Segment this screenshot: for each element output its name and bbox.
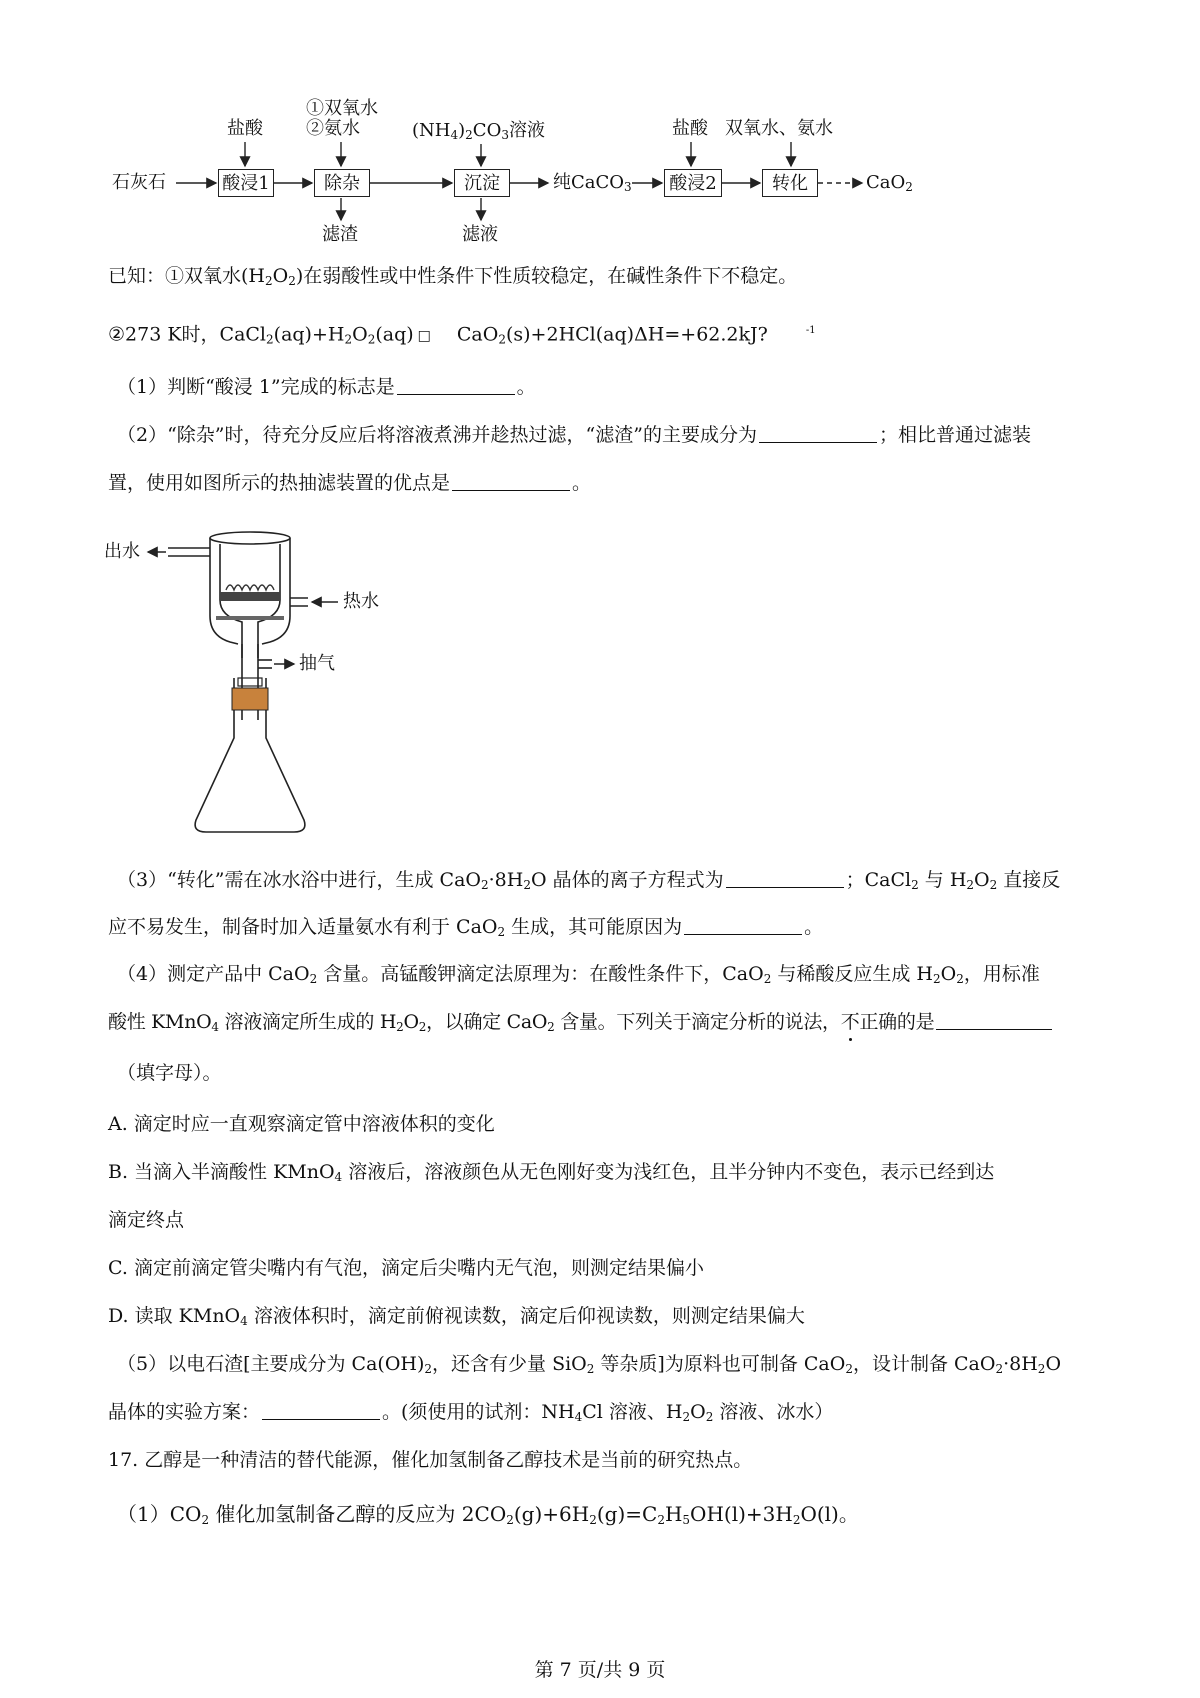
flow-input-h2o2: ①双氧水 (306, 98, 378, 119)
label-out-water: 出水 (104, 541, 140, 562)
flow-product: CaO$_2$ (866, 172, 913, 194)
flow-box-acid-leach-1: 酸浸1 (218, 169, 274, 197)
flow-output-residue: 滤渣 (322, 224, 358, 245)
flow-input-ammonium-carbonate: $(NH_4)_2CO_3$溶液 (412, 120, 545, 142)
option-b-line-1: B. 当滴入半滴酸性 KMnO$_4$ 溶液后，溶液颜色从无色刚好变为浅红色，且半分钟内不变色，表示已经到达 (108, 1161, 995, 1184)
question-5-line-1: （5）以电石渣[主要成分为 $Ca(OH)_2$，还含有少量 SiO$_2$ 等杂质]为原料也可制备 CaO$_2$，设计制备 $CaO_2\cdot 8H_2O$ (117, 1353, 1062, 1376)
question-17-part-1: $(1)CO_2$ 催化加氢制备乙醇的反应为 $2CO_2(g)+6H_2(g)=C_2H_5OH(l)+3H_2O(l)$。 (117, 1502, 859, 1527)
emphasis-dot: 不 (840, 1011, 860, 1033)
option-b-line-2: 滴定终点 (108, 1209, 185, 1231)
flow-raw-material: 石灰石 (112, 172, 166, 193)
question-4-line-1: （4）测定产品中 CaO$_2$ 含量。高锰酸钾滴定法原理为：在酸性条件下，CaO$_2$ 与稀酸反应生成 $H_2O_2$，用标准 (117, 963, 1040, 986)
answer-blank (452, 472, 570, 491)
filter-cake (226, 585, 274, 590)
question-1: （1）判断“酸浸 1”完成的标志是 。 (117, 376, 536, 398)
answer-blank (759, 424, 877, 443)
jacket-seal (216, 616, 284, 620)
question-3-line-1: （3）“转化”需在冰水浴中进行，生成 $CaO_2\cdot 8H_2O$ 晶体的离子方程式为 ；CaCl$_2$ 与 $H_2O_2$ 直接反 (117, 869, 1061, 892)
label-suction: 抽气 (299, 653, 335, 674)
known-line-1: 已知：①双氧水$(H_2O_2)$在弱酸性或中性条件下性质较稳定，在碱性条件下不稳定。 (108, 265, 798, 288)
flow-output-filtrate: 滤液 (462, 224, 498, 245)
answer-blank (262, 1401, 380, 1420)
question-4-line-3: （填字母）。 (117, 1062, 222, 1084)
flow-input-hcl-2: 盐酸 (672, 118, 708, 139)
flow-input-ammonia: ②氨水 (306, 118, 360, 139)
flow-input-hcl-1: 盐酸 (227, 118, 263, 139)
page-footer: 第 7 页/共 9 页 (534, 1659, 666, 1681)
question-2-line-1: （2）“除杂”时，待充分反应后将溶液煮沸并趁热过滤，“滤渣”的主要成分为 ；相比普通过滤装 (117, 424, 1031, 446)
flow-box-precipitation: 沉淀 (454, 169, 510, 197)
answer-blank (726, 869, 844, 888)
flow-input-h2o2-ammonia: 双氧水、氨水 (725, 118, 833, 139)
flow-box-impurity-removal: 除杂 (314, 169, 370, 197)
known-line-2: ②273 K时，$CaCl_2(aq)+H_2O_2(aq)$ □ CaO$_2$(s)+2HCl(aq)ΔH=+62.2kJ? $^{-1}$ (108, 323, 816, 347)
option-a: A. 滴定时应一直观察滴定管中溶液体积的变化 (108, 1113, 495, 1135)
label-hot-water: 热水 (343, 591, 379, 612)
flow-arrows (0, 0, 1200, 260)
flow-box-conversion: 转化 (762, 169, 818, 197)
flow-intermediate: 纯CaCO$_3$ (553, 172, 632, 194)
option-d: D. 读取 KMnO$_4$ 溶液体积时，滴定前俯视读数，滴定后仰视读数，则测定结果偏大 (108, 1305, 805, 1328)
option-c: C. 滴定前滴定管尖嘴内有气泡，滴定后尖嘴内无气泡，则测定结果偏小 (108, 1257, 704, 1279)
rubber-stopper (232, 688, 268, 710)
answer-blank (397, 376, 515, 395)
question-4-line-2: 酸性 KMnO$_4$ 溶液滴定所生成的 $H_2O_2$，以确定 CaO$_2$ 含量。下列关于滴定分析的说法，不正确的是 (108, 1009, 1054, 1035)
question-5-line-2: 晶体的实验方案： 。(须使用的试剂：$NH_4Cl$ 溶液、$H_2O_2$ 溶液、冰水） (108, 1401, 834, 1424)
answer-blank (684, 916, 802, 935)
question-2-line-2: 置，使用如图所示的热抽滤装置的优点是 。 (108, 472, 592, 494)
question-17-title: 17. 乙醇是一种清洁的替代能源，催化加氢制备乙醇技术是当前的研究热点。 (108, 1449, 753, 1471)
answer-blank (936, 1011, 1052, 1030)
filter-plate (220, 592, 280, 601)
flow-box-acid-leach-2: 酸浸2 (664, 169, 722, 197)
hot-suction-filter-apparatus (100, 520, 400, 840)
question-3-line-2: 应不易发生，制备时加入适量氨水有利于 CaO$_2$ 生成，其可能原因为 。 (108, 916, 824, 939)
